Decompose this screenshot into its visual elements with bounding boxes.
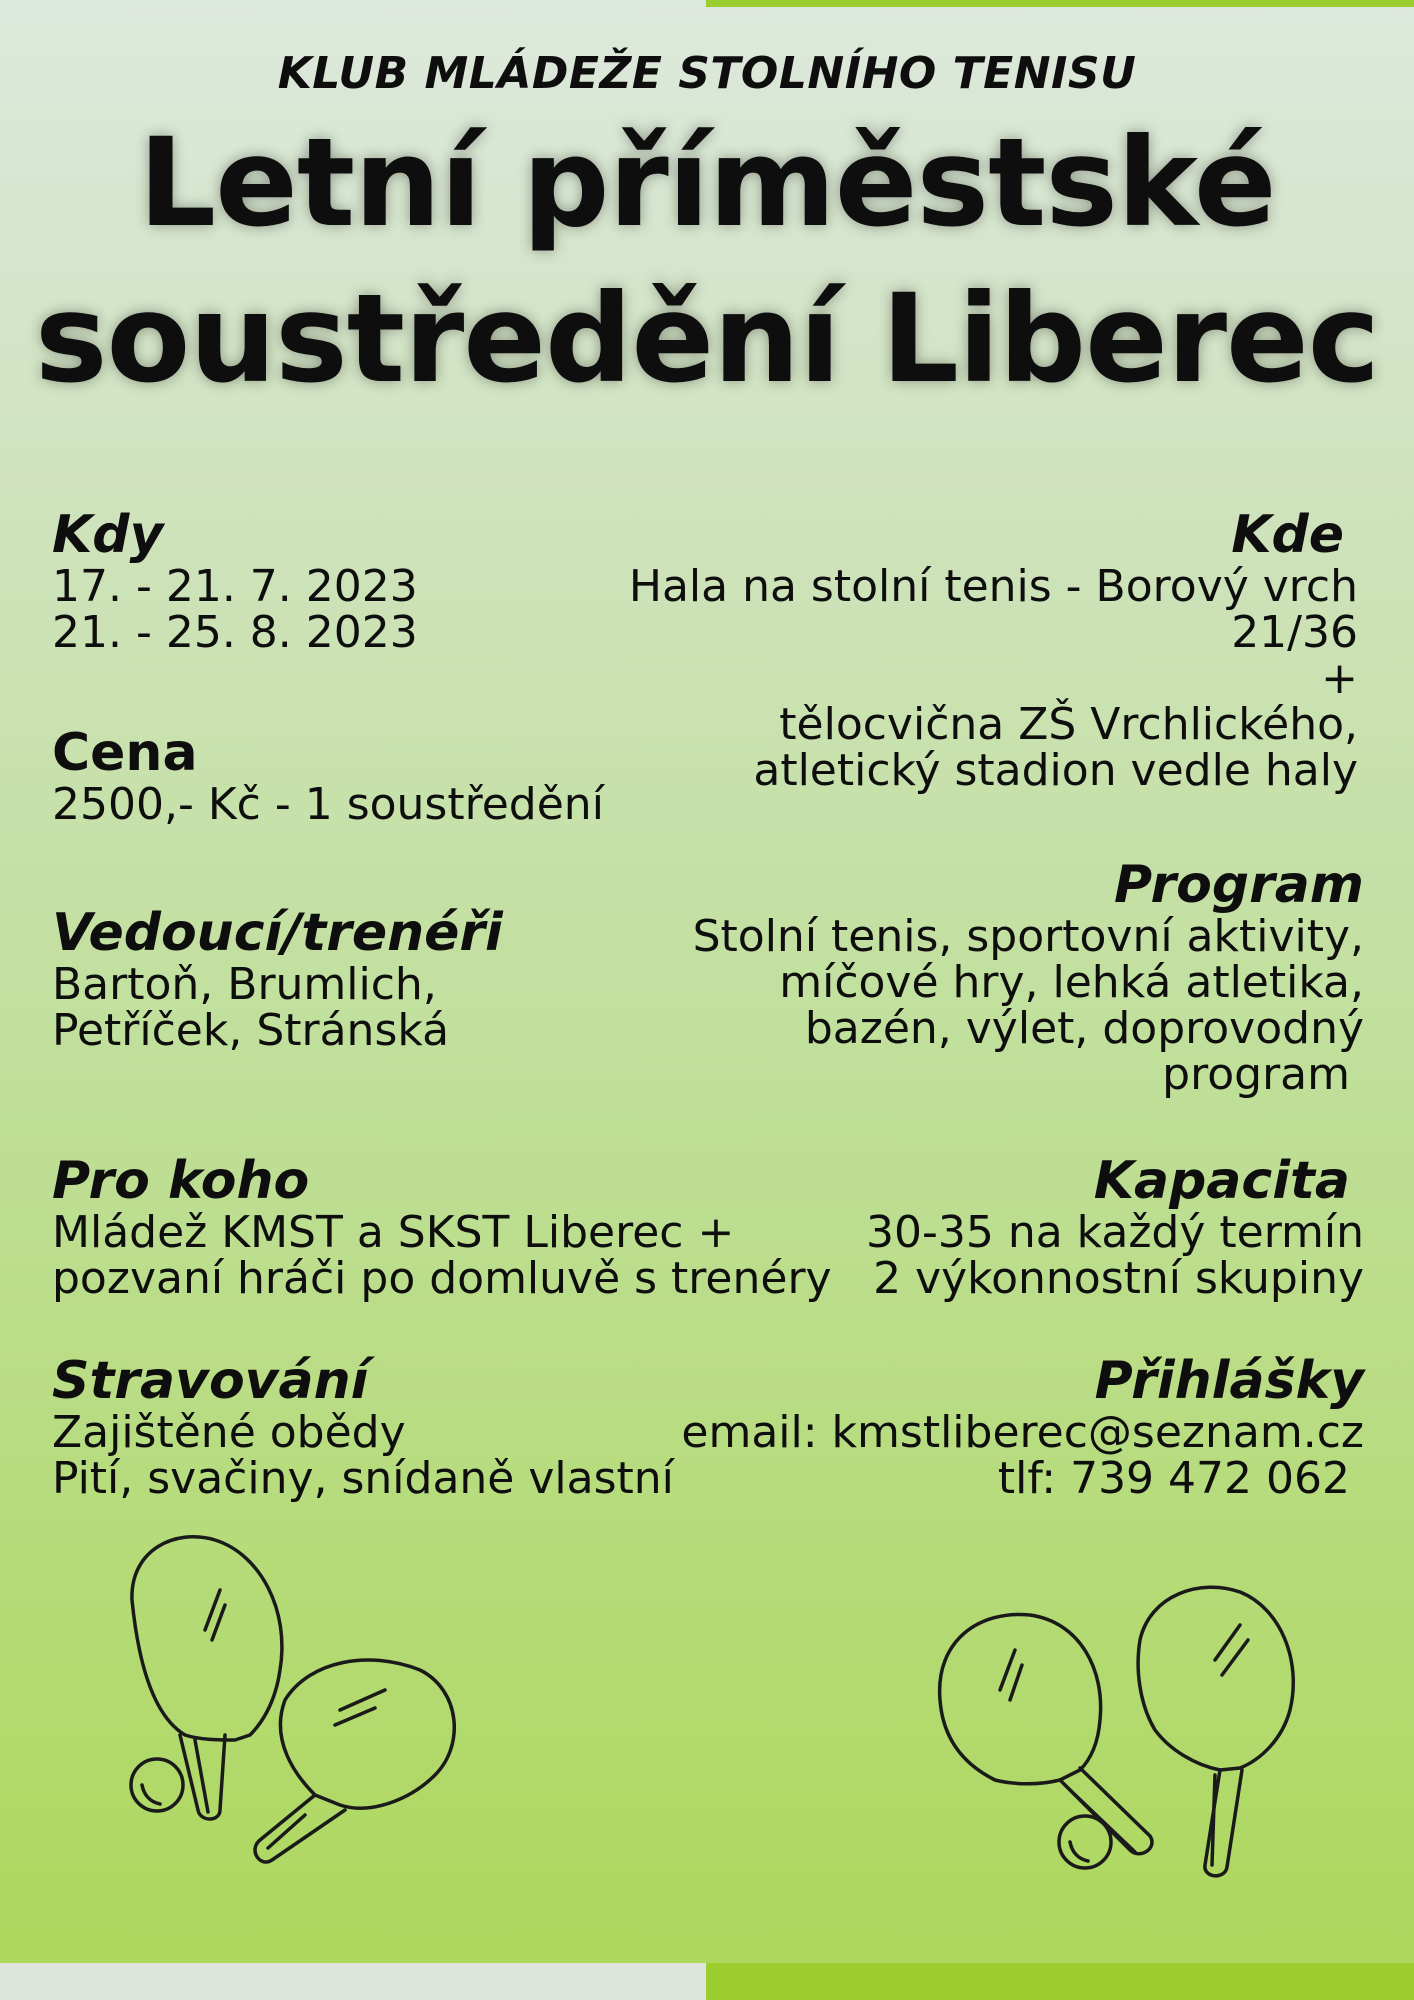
section-heading: Přihlášky: [1094, 1351, 1364, 1411]
section-heading: Kdy: [52, 505, 164, 565]
capacity-line: 2 výkonnostní skupiny: [873, 1253, 1364, 1304]
section-heading: Vedoucí/trenéři: [52, 903, 503, 963]
location-line: 21/36: [1231, 607, 1358, 658]
location-line: +: [1321, 653, 1358, 704]
bottom-accent-bar: [706, 1963, 1414, 2000]
phone-line[interactable]: tlf: 739 472 062: [997, 1453, 1350, 1504]
section-heading: Cena: [52, 723, 198, 783]
location-line: Hala na stolní tenis - Borový vrch: [628, 561, 1358, 612]
club-name: KLUB MLÁDEŽE STOLNÍHO TENISU: [277, 48, 1137, 99]
program-line: Stolní tenis, sportovní aktivity,: [692, 911, 1364, 962]
section-kde: [629, 506, 1358, 794]
price-line: 2500,- Kč - 1 soustředění: [52, 779, 604, 830]
leaders-line: Bartoň, Brumlich,: [52, 959, 437, 1010]
section-pro-koho: [52, 1152, 832, 1302]
section-heading: Pro koho: [52, 1151, 310, 1211]
section-heading: Program: [1113, 855, 1364, 915]
meals-line: Zajištěné obědy: [52, 1407, 406, 1458]
date-line: 21. - 25. 8. 2023: [52, 607, 418, 658]
program-line: bazén, výlet, doprovodný: [804, 1003, 1364, 1054]
bottom-left-bar: [0, 1963, 706, 2000]
section-prihlasky: [681, 1352, 1364, 1502]
page-title-line-1: Letní příměstské: [138, 112, 1276, 254]
ping-pong-paddles-icon: [930, 1580, 1310, 1900]
top-accent-bar: [706, 0, 1414, 7]
date-line: 17. - 21. 7. 2023: [52, 561, 418, 612]
location-line: atletický stadion vedle haly: [753, 745, 1358, 796]
section-program: [693, 856, 1364, 1098]
location-line: tělocvična ZŠ Vrchlického,: [779, 699, 1358, 750]
ping-pong-paddles-icon: [120, 1530, 470, 1890]
section-kapacita: [866, 1152, 1364, 1302]
section-heading: Kde: [1231, 505, 1344, 565]
section-vedouci: [52, 904, 503, 1054]
meals-line: Pití, svačiny, snídaně vlastní: [52, 1453, 674, 1504]
email-line[interactable]: email: kmstliberec@seznam.cz: [681, 1407, 1364, 1458]
audience-line: Mládež KMST a SKST Liberec +: [52, 1207, 735, 1258]
section-heading: Stravování: [52, 1351, 369, 1411]
section-cena: [52, 724, 604, 828]
section-heading: Kapacita: [1093, 1151, 1350, 1211]
program-line: program: [1162, 1049, 1350, 1100]
page-title-line-2: soustředění Liberec: [34, 268, 1380, 410]
section-kdy: [52, 506, 418, 656]
leaders-line: Petříček, Stránská: [52, 1005, 450, 1056]
capacity-line: 30-35 na každý termín: [865, 1207, 1364, 1258]
program-line: míčové hry, lehká atletika,: [779, 957, 1364, 1008]
section-stravovani: [52, 1352, 674, 1502]
audience-line: pozvaní hráči po domluvě s trenéry: [52, 1253, 832, 1304]
